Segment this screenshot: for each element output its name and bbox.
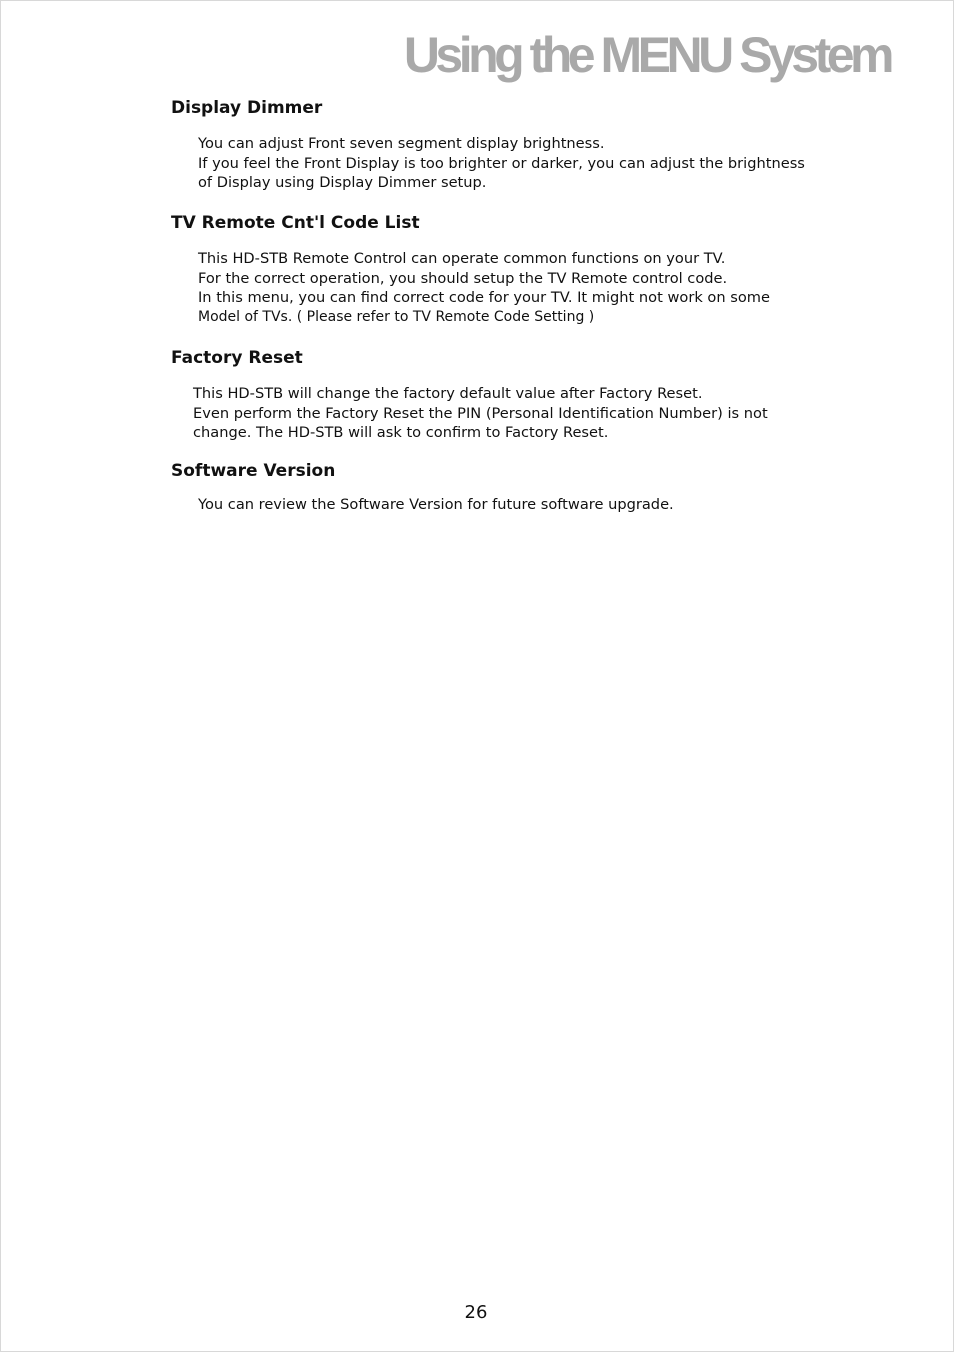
section-body <box>198 249 770 327</box>
body-line: Model of TVs. ( Please refer to TV Remote Code Setting ) <box>198 308 595 325</box>
section-heading: Display Dimmer <box>171 98 323 118</box>
section-heading: Software Version <box>171 461 336 481</box>
section-heading: Factory Reset <box>171 348 303 368</box>
body-line: This HD-STB Remote Control can operate common functions on your TV. <box>198 250 726 267</box>
section-body <box>198 134 805 193</box>
section-body <box>193 384 768 443</box>
body-line: You can review the Software Version for future software upgrade. <box>198 496 674 513</box>
body-line: For the correct operation, you should setup the TV Remote control code. <box>198 269 728 287</box>
section-body <box>198 495 674 515</box>
body-line: If you feel the Front Display is too brighter or darker, you can adjust the brightness <box>198 154 805 172</box>
page-number: 26 <box>464 1302 488 1323</box>
page-header-title: Using the MENU System <box>403 27 890 83</box>
body-line: of Display using Display Dimmer setup. <box>198 174 487 191</box>
body-line: This HD-STB will change the factory default value after Factory Reset. <box>193 385 703 402</box>
section-heading: TV Remote Cnt'l Code List <box>171 213 420 233</box>
body-line: Even perform the Factory Reset the PIN (Personal Identification Number) is not <box>193 404 768 422</box>
body-line: In this menu, you can find correct code for your TV. It might not work on some <box>198 289 770 306</box>
body-line: change. The HD-STB will ask to confirm to Factory Reset. <box>193 424 609 441</box>
body-line: You can adjust Front seven segment display brightness. <box>198 135 605 152</box>
